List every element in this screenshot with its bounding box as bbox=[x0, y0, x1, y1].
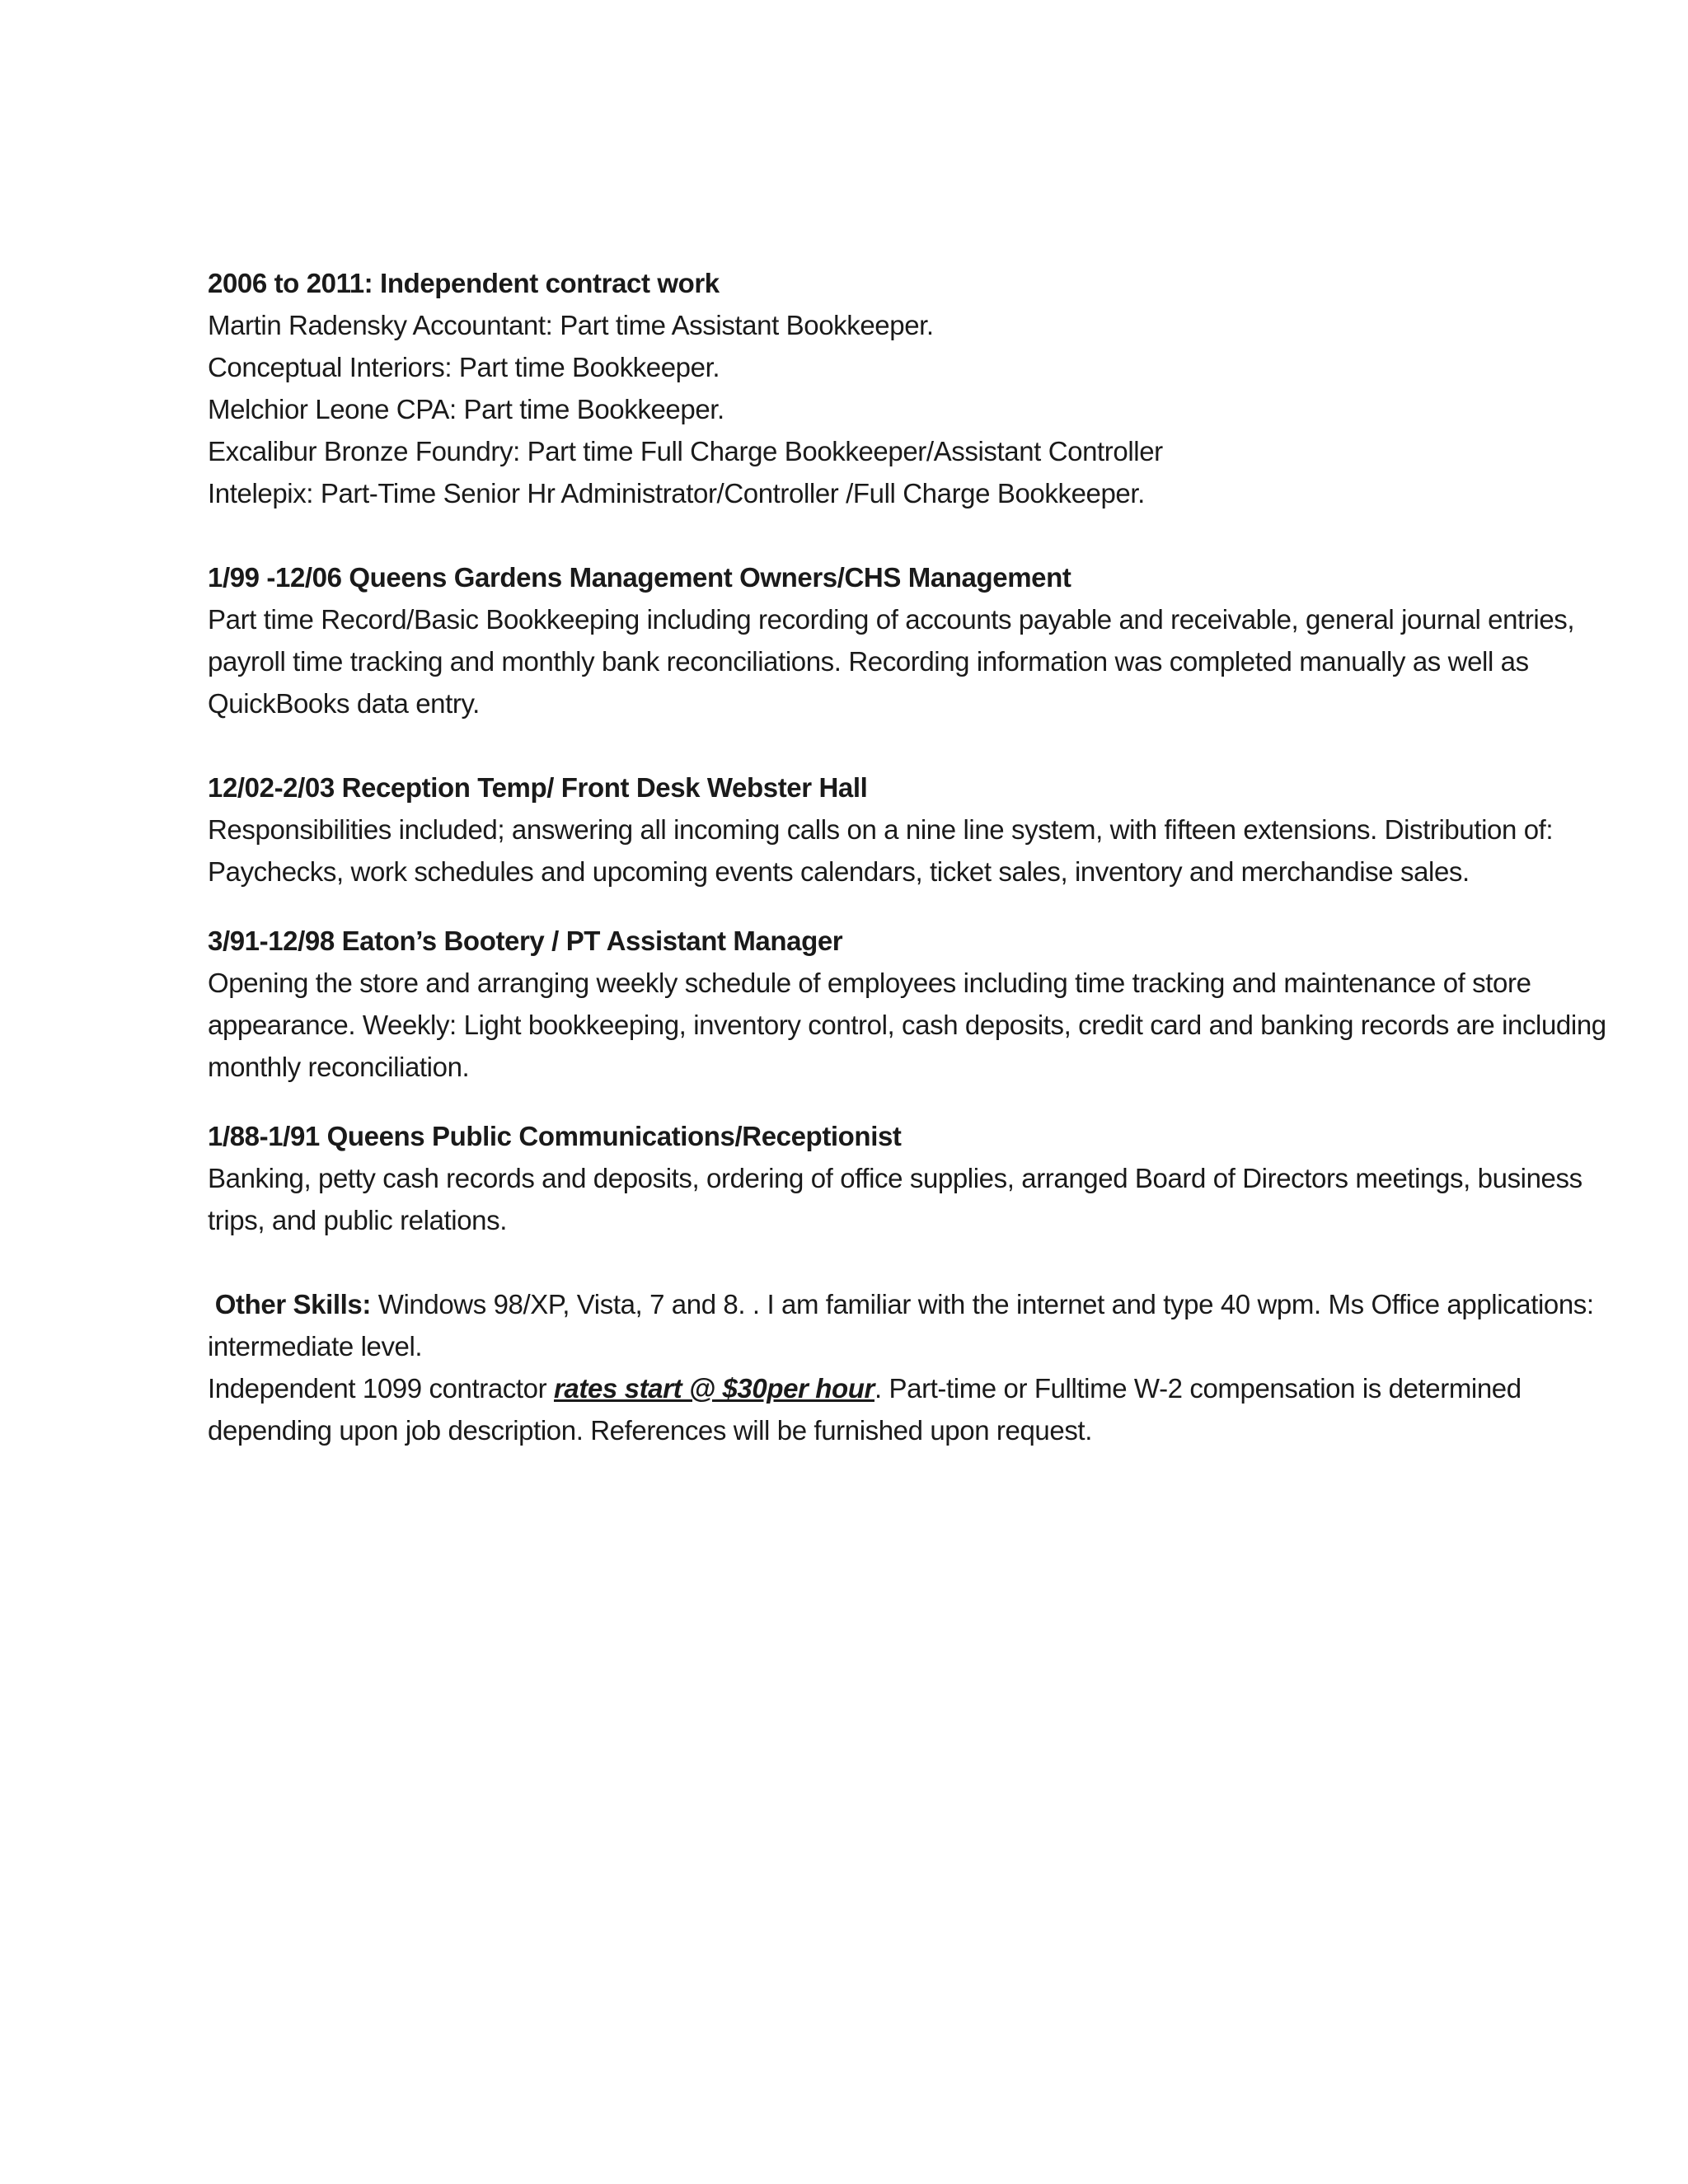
section-queens-public bbox=[208, 1115, 1609, 1241]
list-item: Conceptual Interiors: Part time Bookkeeper. bbox=[208, 352, 720, 382]
section-queens-gardens bbox=[208, 556, 1609, 724]
section-heading: 1/99 -12/06 Queens Gardens Management Owners/CHS Management bbox=[208, 562, 1071, 593]
list-item: Martin Radensky Accountant: Part time Assistant Bookkeeper. bbox=[208, 310, 934, 340]
spacer bbox=[208, 1241, 1609, 1283]
spacer bbox=[208, 1088, 1609, 1115]
contractor-suffix: . Part-time or Fulltime W-2 compensation is determined depending upon job description. References will be furnished upon request. bbox=[208, 1373, 1522, 1446]
section-webster-hall bbox=[208, 766, 1609, 893]
contractor-prefix: Independent 1099 contractor bbox=[208, 1373, 554, 1404]
contractor-paragraph bbox=[208, 1367, 1609, 1451]
section-text: Part time Record/Basic Bookkeeping including recording of accounts payable and receivable, general journal entries, payroll time tracking and monthly bank reconciliations. Recording information was completed manually as well as QuickBooks data entry. bbox=[208, 604, 1575, 719]
section-eatons-bootery bbox=[208, 920, 1609, 1088]
section-heading: 2006 to 2011: Independent contract work bbox=[208, 268, 720, 298]
section-independent-contract bbox=[208, 262, 1609, 514]
spacer bbox=[208, 893, 1609, 920]
spacer bbox=[208, 514, 1609, 556]
section-other-skills bbox=[208, 1283, 1609, 1451]
other-skills-paragraph bbox=[208, 1283, 1609, 1367]
list-item: Intelepix: Part-Time Senior Hr Administrator/Controller /Full Charge Bookkeeper. bbox=[208, 478, 1145, 509]
section-heading: 12/02-2/03 Reception Temp/ Front Desk Webster Hall bbox=[208, 772, 868, 803]
other-skills-label: Other Skills: bbox=[214, 1289, 371, 1319]
other-skills-text: Windows 98/XP, Vista, 7 and 8. . I am familiar with the internet and type 40 wpm. Ms Office applications: intermediate level. bbox=[208, 1289, 1594, 1361]
list-item: Melchior Leone CPA: Part time Bookkeeper. bbox=[208, 394, 724, 424]
list-item: Excalibur Bronze Foundry: Part time Full Charge Bookkeeper/Assistant Controller bbox=[208, 436, 1163, 466]
resume-page bbox=[208, 262, 1609, 1451]
section-heading: 1/88-1/91 Queens Public Communications/Receptionist bbox=[208, 1121, 902, 1151]
rates-highlight: rates start @ $30per hour bbox=[553, 1373, 874, 1404]
section-heading: 3/91-12/98 Eaton’s Bootery / PT Assistant Manager bbox=[208, 926, 843, 956]
section-text: Banking, petty cash records and deposits, ordering of office supplies, arranged Board of Directors meetings, business trips, and public relations. bbox=[208, 1163, 1582, 1235]
section-text: Opening the store and arranging weekly schedule of employees including time tracking and maintenance of store appearance. Weekly: Light bookkeeping, inventory control, cash deposits, credit card and banking records are including monthly reconciliation. bbox=[208, 968, 1606, 1082]
spacer bbox=[208, 724, 1609, 766]
section-text: Responsibilities included; answering all incoming calls on a nine line system, with fifteen extensions. Distribution of: Paychecks, work schedules and upcoming events calendars, ticket sales, inventory and merchandise sales. bbox=[208, 814, 1554, 887]
